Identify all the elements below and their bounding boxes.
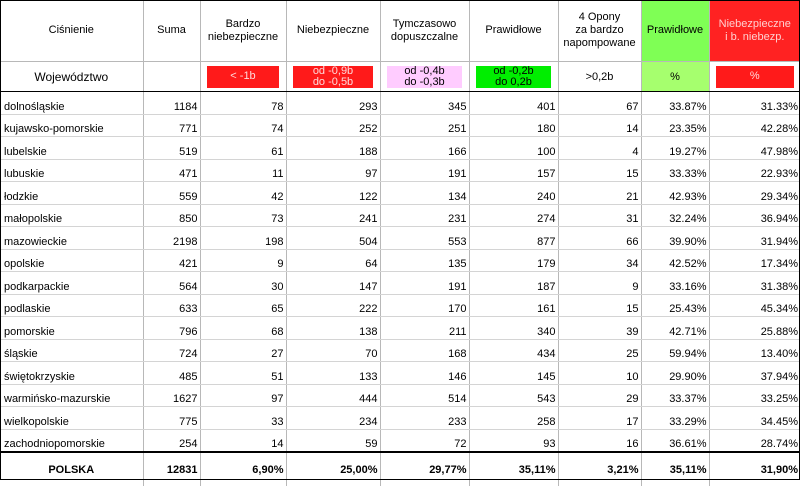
cell-suma: 796 — [143, 317, 200, 340]
cell-opony: 21 — [558, 182, 641, 205]
cell-prawid: 877 — [469, 227, 558, 250]
cell-suma: 564 — [143, 272, 200, 295]
cell-prawid: 93 — [469, 429, 558, 452]
cell-prawid: 157 — [469, 159, 558, 182]
cell-pct-niebezp: 22.93% — [709, 159, 800, 182]
cell-opony: 4 — [558, 137, 641, 160]
cell-opony: 14 — [558, 114, 641, 137]
cell-prawid: 240 — [469, 182, 558, 205]
cell-pct-prawid: 32.24% — [641, 204, 709, 227]
cell-suma: 633 — [143, 294, 200, 317]
cell-niebezp: 444 — [286, 384, 380, 407]
cell-name: świętokrzyskie — [0, 362, 143, 385]
header-text: 4 Opony — [578, 11, 621, 23]
header-text: napompowane — [563, 37, 636, 49]
cell-pct-niebezp: 36.94% — [709, 204, 800, 227]
total-pct-prawid: 35,11% — [641, 452, 709, 486]
cell-name: pomorskie — [0, 317, 143, 340]
range-text: do 0,2b — [495, 75, 532, 88]
cell-prawid: 274 — [469, 204, 558, 227]
pct-text: % — [749, 70, 760, 82]
cell-suma: 771 — [143, 114, 200, 137]
cell-pct-niebezp: 31.33% — [709, 92, 800, 115]
cell-pct-niebezp: 31.38% — [709, 272, 800, 295]
cell-bardzo: 30 — [200, 272, 286, 295]
cell-bardzo: 51 — [200, 362, 286, 385]
cell-name: warmińsko-mazurskie — [0, 384, 143, 407]
cell-tymcz: 251 — [380, 114, 469, 137]
subheader-range-opony: >0,2b — [558, 62, 641, 92]
cell-suma: 724 — [143, 339, 200, 362]
cell-opony: 34 — [558, 249, 641, 272]
cell-tymcz: 553 — [380, 227, 469, 250]
cell-niebezp: 293 — [286, 92, 380, 115]
cell-niebezp: 222 — [286, 294, 380, 317]
cell-suma: 421 — [143, 249, 200, 272]
cell-opony: 67 — [558, 92, 641, 115]
cell-opony: 39 — [558, 317, 641, 340]
cell-pct-niebezp: 33.25% — [709, 384, 800, 407]
cell-name: lubelskie — [0, 137, 143, 160]
cell-niebezp: 252 — [286, 114, 380, 137]
cell-pct-prawid: 23.35% — [641, 114, 709, 137]
cell-tymcz: 191 — [380, 159, 469, 182]
cell-suma: 850 — [143, 204, 200, 227]
total-prawid: 35,11% — [469, 452, 558, 486]
cell-prawid: 187 — [469, 272, 558, 295]
cell-opony: 16 — [558, 429, 641, 452]
cell-prawid: 145 — [469, 362, 558, 385]
cell-tymcz: 168 — [380, 339, 469, 362]
cell-prawid: 543 — [469, 384, 558, 407]
cell-name: kujawsko-pomorskie — [0, 114, 143, 137]
cell-niebezp: 64 — [286, 249, 380, 272]
cell-niebezp: 241 — [286, 204, 380, 227]
cell-prawid: 161 — [469, 294, 558, 317]
cell-bardzo: 14 — [200, 429, 286, 452]
cell-suma: 485 — [143, 362, 200, 385]
cell-niebezp: 122 — [286, 182, 380, 205]
cell-niebezp: 504 — [286, 227, 380, 250]
cell-bardzo: 65 — [200, 294, 286, 317]
cell-bardzo: 68 — [200, 317, 286, 340]
cell-pct-prawid: 19.27% — [641, 137, 709, 160]
total-bardzo: 6,90% — [200, 452, 286, 486]
cell-opony: 10 — [558, 362, 641, 385]
cell-prawid: 180 — [469, 114, 558, 137]
cell-niebezp: 97 — [286, 159, 380, 182]
cell-name: łodzkie — [0, 182, 143, 205]
cell-opony: 9 — [558, 272, 641, 295]
cell-opony: 15 — [558, 294, 641, 317]
cell-pct-niebezp: 34.45% — [709, 407, 800, 430]
cell-pct-niebezp: 37.94% — [709, 362, 800, 385]
col-header-cisnienie: Ciśnienie — [0, 0, 143, 62]
range-text: do -0,3b — [404, 75, 445, 88]
cell-suma: 559 — [143, 182, 200, 205]
cell-tymcz: 231 — [380, 204, 469, 227]
total-suma: 12831 — [143, 452, 200, 486]
cell-tymcz: 211 — [380, 317, 469, 340]
cell-tymcz: 135 — [380, 249, 469, 272]
cell-bardzo: 73 — [200, 204, 286, 227]
cell-name: lubuskie — [0, 159, 143, 182]
cell-bardzo: 198 — [200, 227, 286, 250]
cell-suma: 254 — [143, 429, 200, 452]
cell-bardzo: 27 — [200, 339, 286, 362]
cell-pct-niebezp: 31.94% — [709, 227, 800, 250]
range-text: < -1b — [230, 70, 256, 82]
cell-opony: 29 — [558, 384, 641, 407]
cell-pct-prawid: 42.52% — [641, 249, 709, 272]
cell-suma: 471 — [143, 159, 200, 182]
cell-pct-niebezp: 13.40% — [709, 339, 800, 362]
cell-pct-prawid: 33.87% — [641, 92, 709, 115]
cell-niebezp: 138 — [286, 317, 380, 340]
total-pct-niebezp: 31,90% — [709, 452, 800, 486]
cell-pct-prawid: 42.93% — [641, 182, 709, 205]
header-text: za bardzo — [575, 24, 624, 36]
cell-tymcz: 72 — [380, 429, 469, 452]
cell-pct-prawid: 33.37% — [641, 384, 709, 407]
range-text: do -0,5b — [312, 75, 354, 88]
cell-pct-prawid: 25.43% — [641, 294, 709, 317]
cell-suma: 2198 — [143, 227, 200, 250]
total-opony: 3,21% — [558, 452, 641, 486]
cell-name: zachodniopomorskie — [0, 429, 143, 452]
cell-tymcz: 166 — [380, 137, 469, 160]
cell-niebezp: 133 — [286, 362, 380, 385]
cell-pct-prawid: 33.16% — [641, 272, 709, 295]
cell-suma: 775 — [143, 407, 200, 430]
cell-niebezp: 59 — [286, 429, 380, 452]
cell-pct-niebezp: 47.98% — [709, 137, 800, 160]
cell-bardzo: 97 — [200, 384, 286, 407]
cell-pct-prawid: 29.90% — [641, 362, 709, 385]
cell-name: opolskie — [0, 249, 143, 272]
cell-suma: 519 — [143, 137, 200, 160]
cell-name: dolnośląskie — [0, 92, 143, 115]
cell-pct-prawid: 39.90% — [641, 227, 709, 250]
cell-name: podlaskie — [0, 294, 143, 317]
col-header-prawidlowe-pct: Prawidłowe — [641, 0, 709, 62]
cell-name: śląskie — [0, 339, 143, 362]
cell-prawid: 340 — [469, 317, 558, 340]
cell-pct-prawid: 33.29% — [641, 407, 709, 430]
header-text: Niebezpieczne — [718, 17, 791, 30]
cell-tymcz: 146 — [380, 362, 469, 385]
cell-name: małopolskie — [0, 204, 143, 227]
cell-bardzo: 33 — [200, 407, 286, 430]
header-text: niebezpieczne — [207, 30, 279, 43]
cell-niebezp: 188 — [286, 137, 380, 160]
pct-text: % — [670, 70, 680, 83]
cell-pct-prawid: 59.94% — [641, 339, 709, 362]
cell-pct-niebezp: 42.28% — [709, 114, 800, 137]
cell-niebezp: 70 — [286, 339, 380, 362]
header-text: i b. niebezp. — [725, 30, 785, 43]
cell-opony: 15 — [558, 159, 641, 182]
cell-pct-niebezp: 45.34% — [709, 294, 800, 317]
col-header-prawidlowe: Prawidłowe — [469, 0, 558, 62]
cell-pct-niebezp: 28.74% — [709, 429, 800, 452]
cell-pct-prawid: 42.71% — [641, 317, 709, 340]
cell-opony: 17 — [558, 407, 641, 430]
cell-bardzo: 61 — [200, 137, 286, 160]
cell-suma: 1627 — [143, 384, 200, 407]
cell-pct-niebezp: 25.88% — [709, 317, 800, 340]
cell-bardzo: 78 — [200, 92, 286, 115]
cell-pct-prawid: 36.61% — [641, 429, 709, 452]
subheader-wojewodztwo: Województwo — [0, 62, 143, 92]
total-niebezp: 25,00% — [286, 452, 380, 486]
cell-opony: 66 — [558, 227, 641, 250]
cell-prawid: 401 — [469, 92, 558, 115]
cell-prawid: 258 — [469, 407, 558, 430]
cell-prawid: 434 — [469, 339, 558, 362]
cell-bardzo: 42 — [200, 182, 286, 205]
cell-niebezp: 234 — [286, 407, 380, 430]
cell-name: wielkopolskie — [0, 407, 143, 430]
cell-tymcz: 345 — [380, 92, 469, 115]
range-text: od -0,2b — [493, 64, 534, 77]
header-text: Bardzo — [225, 17, 261, 30]
cell-bardzo: 9 — [200, 249, 286, 272]
col-header-suma: Suma — [143, 0, 200, 62]
cell-name: podkarpackie — [0, 272, 143, 295]
cell-tymcz: 233 — [380, 407, 469, 430]
cell-pct-niebezp: 17.34% — [709, 249, 800, 272]
cell-name: mazowieckie — [0, 227, 143, 250]
total-tymcz: 29,77% — [380, 452, 469, 486]
header-text: Tymczasowo — [392, 17, 457, 30]
cell-niebezp: 147 — [286, 272, 380, 295]
cell-tymcz: 170 — [380, 294, 469, 317]
col-header-niebezpieczne: Niebezpieczne — [286, 0, 380, 62]
cell-bardzo: 74 — [200, 114, 286, 137]
cell-prawid: 100 — [469, 137, 558, 160]
cell-opony: 31 — [558, 204, 641, 227]
range-text: od -0,4b — [404, 64, 445, 77]
cell-tymcz: 191 — [380, 272, 469, 295]
cell-tymcz: 514 — [380, 384, 469, 407]
cell-suma: 1184 — [143, 92, 200, 115]
cell-bardzo: 11 — [200, 159, 286, 182]
header-text: dopuszczalne — [390, 30, 459, 43]
range-text: od -0,9b — [312, 64, 354, 77]
cell-pct-niebezp: 29.34% — [709, 182, 800, 205]
cell-tymcz: 134 — [380, 182, 469, 205]
total-name: POLSKA — [0, 452, 143, 486]
cell-prawid: 179 — [469, 249, 558, 272]
cell-opony: 25 — [558, 339, 641, 362]
cell-pct-prawid: 33.33% — [641, 159, 709, 182]
